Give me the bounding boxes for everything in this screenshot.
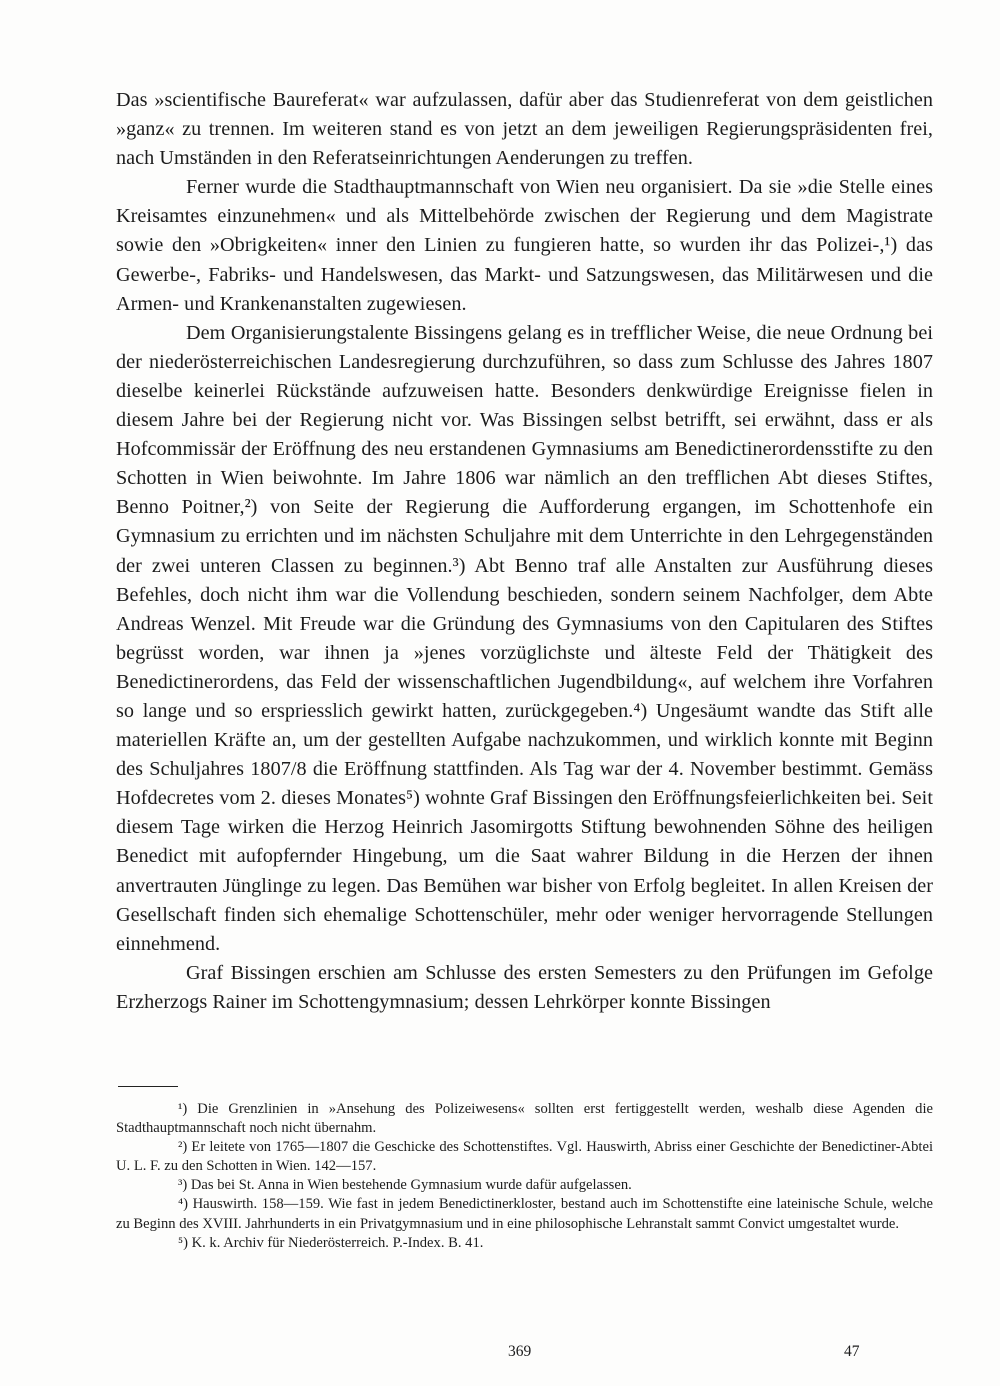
paragraph-3: Dem Organisierungstalente Bissingens gelang es in trefflicher Weise, die neue Ordnung bei der niederösterreichischen Landesregierung durchzuführen, so dass zum Schlusse des Jahres 1807 dieselbe keinerlei Rückstände aufzuweisen hatte. Besonders denkwürdige Ereignisse fielen in diesem Jahre bei der Regierung nicht vor. Was Bissingen selbst betrifft, sei erwähnt, dass er als Hofcommissär der Eröffnung des neu erstandenen Gymnasiums am Benedictinerordensstifte zu den Schotten in Wien beiwohnte. Im Jahre 1806 war nämlich an den trefflichen Abt dieses Stiftes, Benno Poitner,²) von Seite der Regierung die Aufforderung ergangen, im Schottenhofe ein Gymnasium zu errichten und im nächsten Schuljahre mit dem Unterrichte in den Lehrgegenständen der zwei unteren Classen zu beginnen.³) Abt Benno traf alle Anstalten zur Ausführung dieses Befehles, doch nicht ihm war die Vollendung beschieden, sondern seinem Nachfolger, dem Abte Andreas Wenzel. Mit Freude war die Gründung des Gymnasiums von den Capitularen des Stiftes begrüsst worden, war ihnen ja »jenes vorzüglichste und älteste Feld der Thätigkeit des Benedictinerordens, das Feld der wissenschaftlichen Jugendbildung«, auf welchem ihre Vorfahren so lange und so erspriesslich gewirkt hatten, zurückgegeben.⁴) Ungesäumt wandte das Stift alle materiellen Kräfte an, um der gestellten Aufgabe nachzukommen, und wirklich konnte mit Beginn des Schuljahres 1807/8 die Eröffnung stattfinden. Als Tag war der 4. November bestimmt. Gemäss Hofdecretes vom 2. dieses Monates⁵) wohnte Graf Bissingen den Eröffnungsfeierlichkeiten bei. Seit diesem Tage wirken die Herzog Heinrich Jasomirgotts Stiftung bewohnenden Söhne des heiligen Benedict mit aufopfernder Hingebung, um die Saat wahrer Bildung in die Herzen der ihnen anvertrauten Jünglinge zu legen. Das Bemühen war bisher von Erfolg begleitet. In allen Kreisen der Gesellschaft finden sich ehemalige Schottenschüler, mehr oder weniger hervorragende Stellungen einnehmend. xyxy=(116,321,933,955)
footnote-3: ³) Das bei St. Anna in Wien bestehende Gymnasium wurde dafür aufgelassen. xyxy=(178,1177,632,1194)
paragraph-2: Ferner wurde die Stadthauptmannschaft von Wien neu organisiert. Da sie »die Stelle eines Kreisamtes einzunehmen« und als Mittelbehörde zwischen der Regierung und dem Magistrate sowie den »Obrigkeiten« inner den Linien zu fungieren hatte, so wurden ihr das Polizei-,¹) das Gewerbe-, Fabriks- und Handelswesen, das Markt- und Satzungswesen, das Militärwesen und die Armen- und Krankenanstalten zugewiesen. xyxy=(116,176,933,315)
footnote-1: ¹) Die Grenzlinien in »Ansehung des Polizeiwesens« sollten erst fertiggestellt werden, weshalb diese Agenden die Stadthauptmannschaft noch nicht übernahm. xyxy=(116,1101,933,1137)
paragraph-4: Graf Bissingen erschien am Schlusse des ersten Semesters zu den Prüfungen im Gefolge Erzherzogs Rainer im Schottengymnasium; dessen Lehrkörper konnte Bissingen xyxy=(116,961,933,1013)
footnotes xyxy=(116,1100,933,1253)
footnote-4: ⁴) Hauswirth. 158—159. Wie fast in jedem Benedictinerkloster, bestand auch im Schottenstifte eine lateinische Schule, welche zu Beginn des XVIII. Jahrhunderts in ein Privatgymnasium und in eine philosophische Lehranstalt sammt Convict umgestaltet wurde. xyxy=(116,1196,933,1232)
page-number-right: 47 xyxy=(844,1343,860,1360)
page-number-center: 369 xyxy=(508,1343,532,1360)
footnote-divider xyxy=(118,1086,178,1087)
footnote-2: ²) Er leitete von 1765—1807 die Geschicke des Schottenstiftes. Vgl. Hauswirth, Abriss einer Geschichte der Benedictiner-Abtei U. L. F. zu den Schotten in Wien. 142—157. xyxy=(116,1139,933,1175)
footnote-5: ⁵) K. k. Archiv für Niederösterreich. P.-Index. B. 41. xyxy=(178,1234,484,1251)
body-text xyxy=(116,86,933,1017)
paragraph-1: Das »scientifische Baureferat« war aufzulassen, dafür aber das Studienreferat von dem geistlichen »ganz« zu trennen. Im weiteren stand es von jetzt an dem jeweiligen Regierungspräsidenten frei, nach Umständen in den Referatseinrichtungen Aenderungen zu treffen. xyxy=(116,89,933,170)
